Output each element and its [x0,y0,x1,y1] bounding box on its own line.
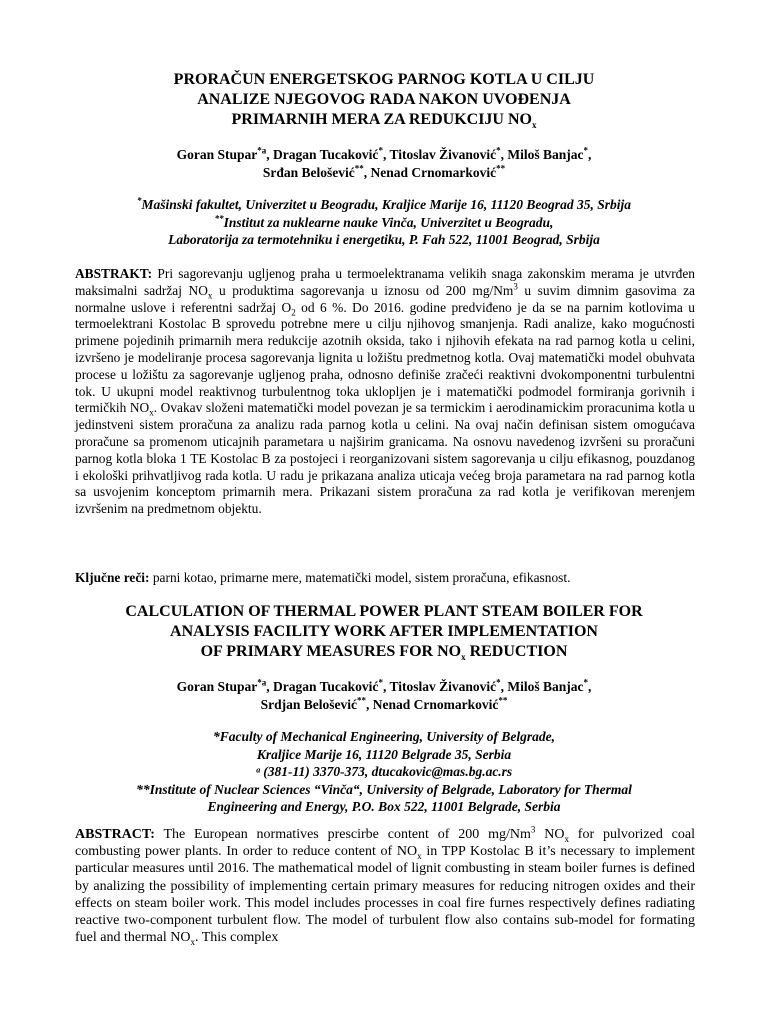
author-line: Goran Stupar$^{*a}$, Dragan Tucaković*, Titoslav Živanović*, Miloš Banjac*, [176,677,592,694]
affiliation-line: Laboratorija za termotehniku i energetiku, P. Fah 522, 11001 Beograd, Srbija [168,232,600,247]
keywords-label: Ključne reči: [75,570,150,585]
authors-serbian [60,146,708,182]
author-name: Nenad Crnomarković [372,697,499,712]
affiliations-english [60,728,708,816]
abstract-label: ABSTRACT: [75,827,155,842]
keywords-text: parni kotao, primarne mere, matematički model, sistem proračuna, efikasnost. [149,570,571,585]
title-line: CALCULATION OF THERMAL POWER PLANT STEAM BOILER FOR [125,603,643,620]
author-line: Srđan Belošević**, Nenad Crnomarković** [262,163,506,180]
title-line: PRIMARNIH MERA ZA REDUKCIJU $NO_x$ [231,111,537,131]
affiliation-line: ᵃ (381-11) 3370-373, dtucakovic@mas.bg.ac.rs [255,764,513,779]
title-serbian [60,70,708,130]
author-name: Titoslav Živanović [389,147,497,162]
keywords-serbian [75,569,695,586]
author-name: Goran Stupar [176,679,258,694]
affiliation-line: **Institut za nuklearne nauke Vinča, Univerzitet u Beogradu, [214,213,554,230]
author-line: Srdjan Belošević**, Nenad Crnomarković** [260,695,508,712]
author-name: Nenad Crnomarković [370,165,497,180]
title-english [60,602,708,662]
authors-english [60,678,708,714]
author-name: Titoslav Živanović [389,679,497,694]
title-line: PRORAČUN ENERGETSKOG PARNOG KOTLA U CILJU [173,71,595,88]
author-name: Goran Stupar [176,147,258,162]
author-line: Goran Stupar$^{*a}$, Dragan Tucaković*, Titoslav Živanović*, Miloš Banjac*, [176,145,592,162]
author-name: Miloš Banjac [507,679,584,694]
author-name: Dragan Tucaković [273,147,379,162]
author-name: Srdjan Belošević [260,697,357,712]
author-name: Miloš Banjac [507,147,584,162]
affiliations-serbian [60,196,708,249]
author-name: Dragan Tucaković [273,679,379,694]
affiliation-line: *Mašinski fakultet, Univerzitet u Beogradu, Kraljice Marije 16, 11120 Beograd 35, Srbija [137,195,631,212]
abstract-english: ABSTRACT: The European normatives prescirbe content of 200 mg/Nm$^3$ $NO_x$ for pulvorized coal combusting power plants. In order to reduce content of $NO_x$ in TPP Kostolac B it’s necessary to implement particular measures until 2016. The mathematical model of lignit combusting in steam boiler furnes is defined by analizing the possibility of implementing certain primary measures for reducing nitrogen oxides and their effects on steam boiler work. This model includes processes in coal fire furnes respectively defines radiating reactive two-component turbulent flow. The model of turbulent flow also contains sub-model for formating fuel and thermal $NO_x$. This complex [75,824,695,948]
affiliation-line: **Institute of Nuclear Sciences “Vinča“, University of Belgrade, Laboratory for Thermal [136,781,632,797]
affiliation-line: *Faculty of Mechanical Engineering, University of Belgrade, [213,729,555,744]
title-line: ANALYSIS FACILITY WORK AFTER IMPLEMENTATION [170,623,598,640]
title-line: OF PRIMARY MEASURES FOR $NO_x$ REDUCTION [200,643,568,663]
affiliation-line: Kraljice Marije 16, 11120 Belgrade 35, Serbia [256,746,512,762]
abstract-label: ABSTRAKT: [75,266,153,281]
affiliation-line: Engineering and Energy, P.O. Box 522, 11001 Belgrade, Serbia [207,799,561,814]
abstract-serbian: ABSTRAKT: Pri sagorevanju ugljenog praha u termoelektranama velikih snaga zakonskim merama je utvrđen maksimalni sadržaj $NO_x$ u produktima sagorevanja u iznosu od 200 mg/Nm$^3$ u suvim dimnim gasovima za normalne uslove i referentni sadržaj $O_2$ od 6 %. Do 2016. godine predviđeno je da se na parnim kotlovima u termoelektrani Kostolac B sprovedu potrebne mere u cilju njihovog smanjenja. Radi analize, kako mogućnosti primene pojedinih primarnih mera redukcije azotnih oksida, tako i njihovih efekata na rad parnog kotla u celini, izvršeno je modeliranje procesa sagorevanja lignita u ložištu predmetnog kotla. Ovaj matematički model obuhvata procese u ložištu za sagorevanje ugljenog praha, odnosno definiše zračeći reaktivni dvokomponentni turbulentni tok. U ukupni model reaktivnog turbulentnog toka uklopljen je i matematički podmodel formiranja gorivnih i termičkih $NO_x$. Ovakav složeni matematički model povezan je sa termickim i aerodinamickim proracunima kotla u jedinstveni sistem proračuna za analizu rada parnog kotla u celini. Na ovaj način definisan sistem omogućava proračune sa promenom uticajnih parametara u najširim granicama. Na osnovu navedenog izvršeni su proračuni parnog kotla bloka 1 TE Kostolac B za postojeci i reorganizovani sistem sagorevanja u cilju efikasnog, pouzdanog i ekološki prihvatljivog rada kotla. U radu je prikazana analiza uticaja većeg broja parametara na rad parnog kotla sa usvojenim konceptom primarnih mera. Prikazani sistem proračuna za rad kotla je verifikovan merenjem izvršenim na predmetnom objektu. [75,266,695,517]
author-name: Srđan Belošević [262,165,355,180]
title-line: ANALIZE NJEGOVOG RADA NAKON UVOĐENJA [197,91,571,108]
